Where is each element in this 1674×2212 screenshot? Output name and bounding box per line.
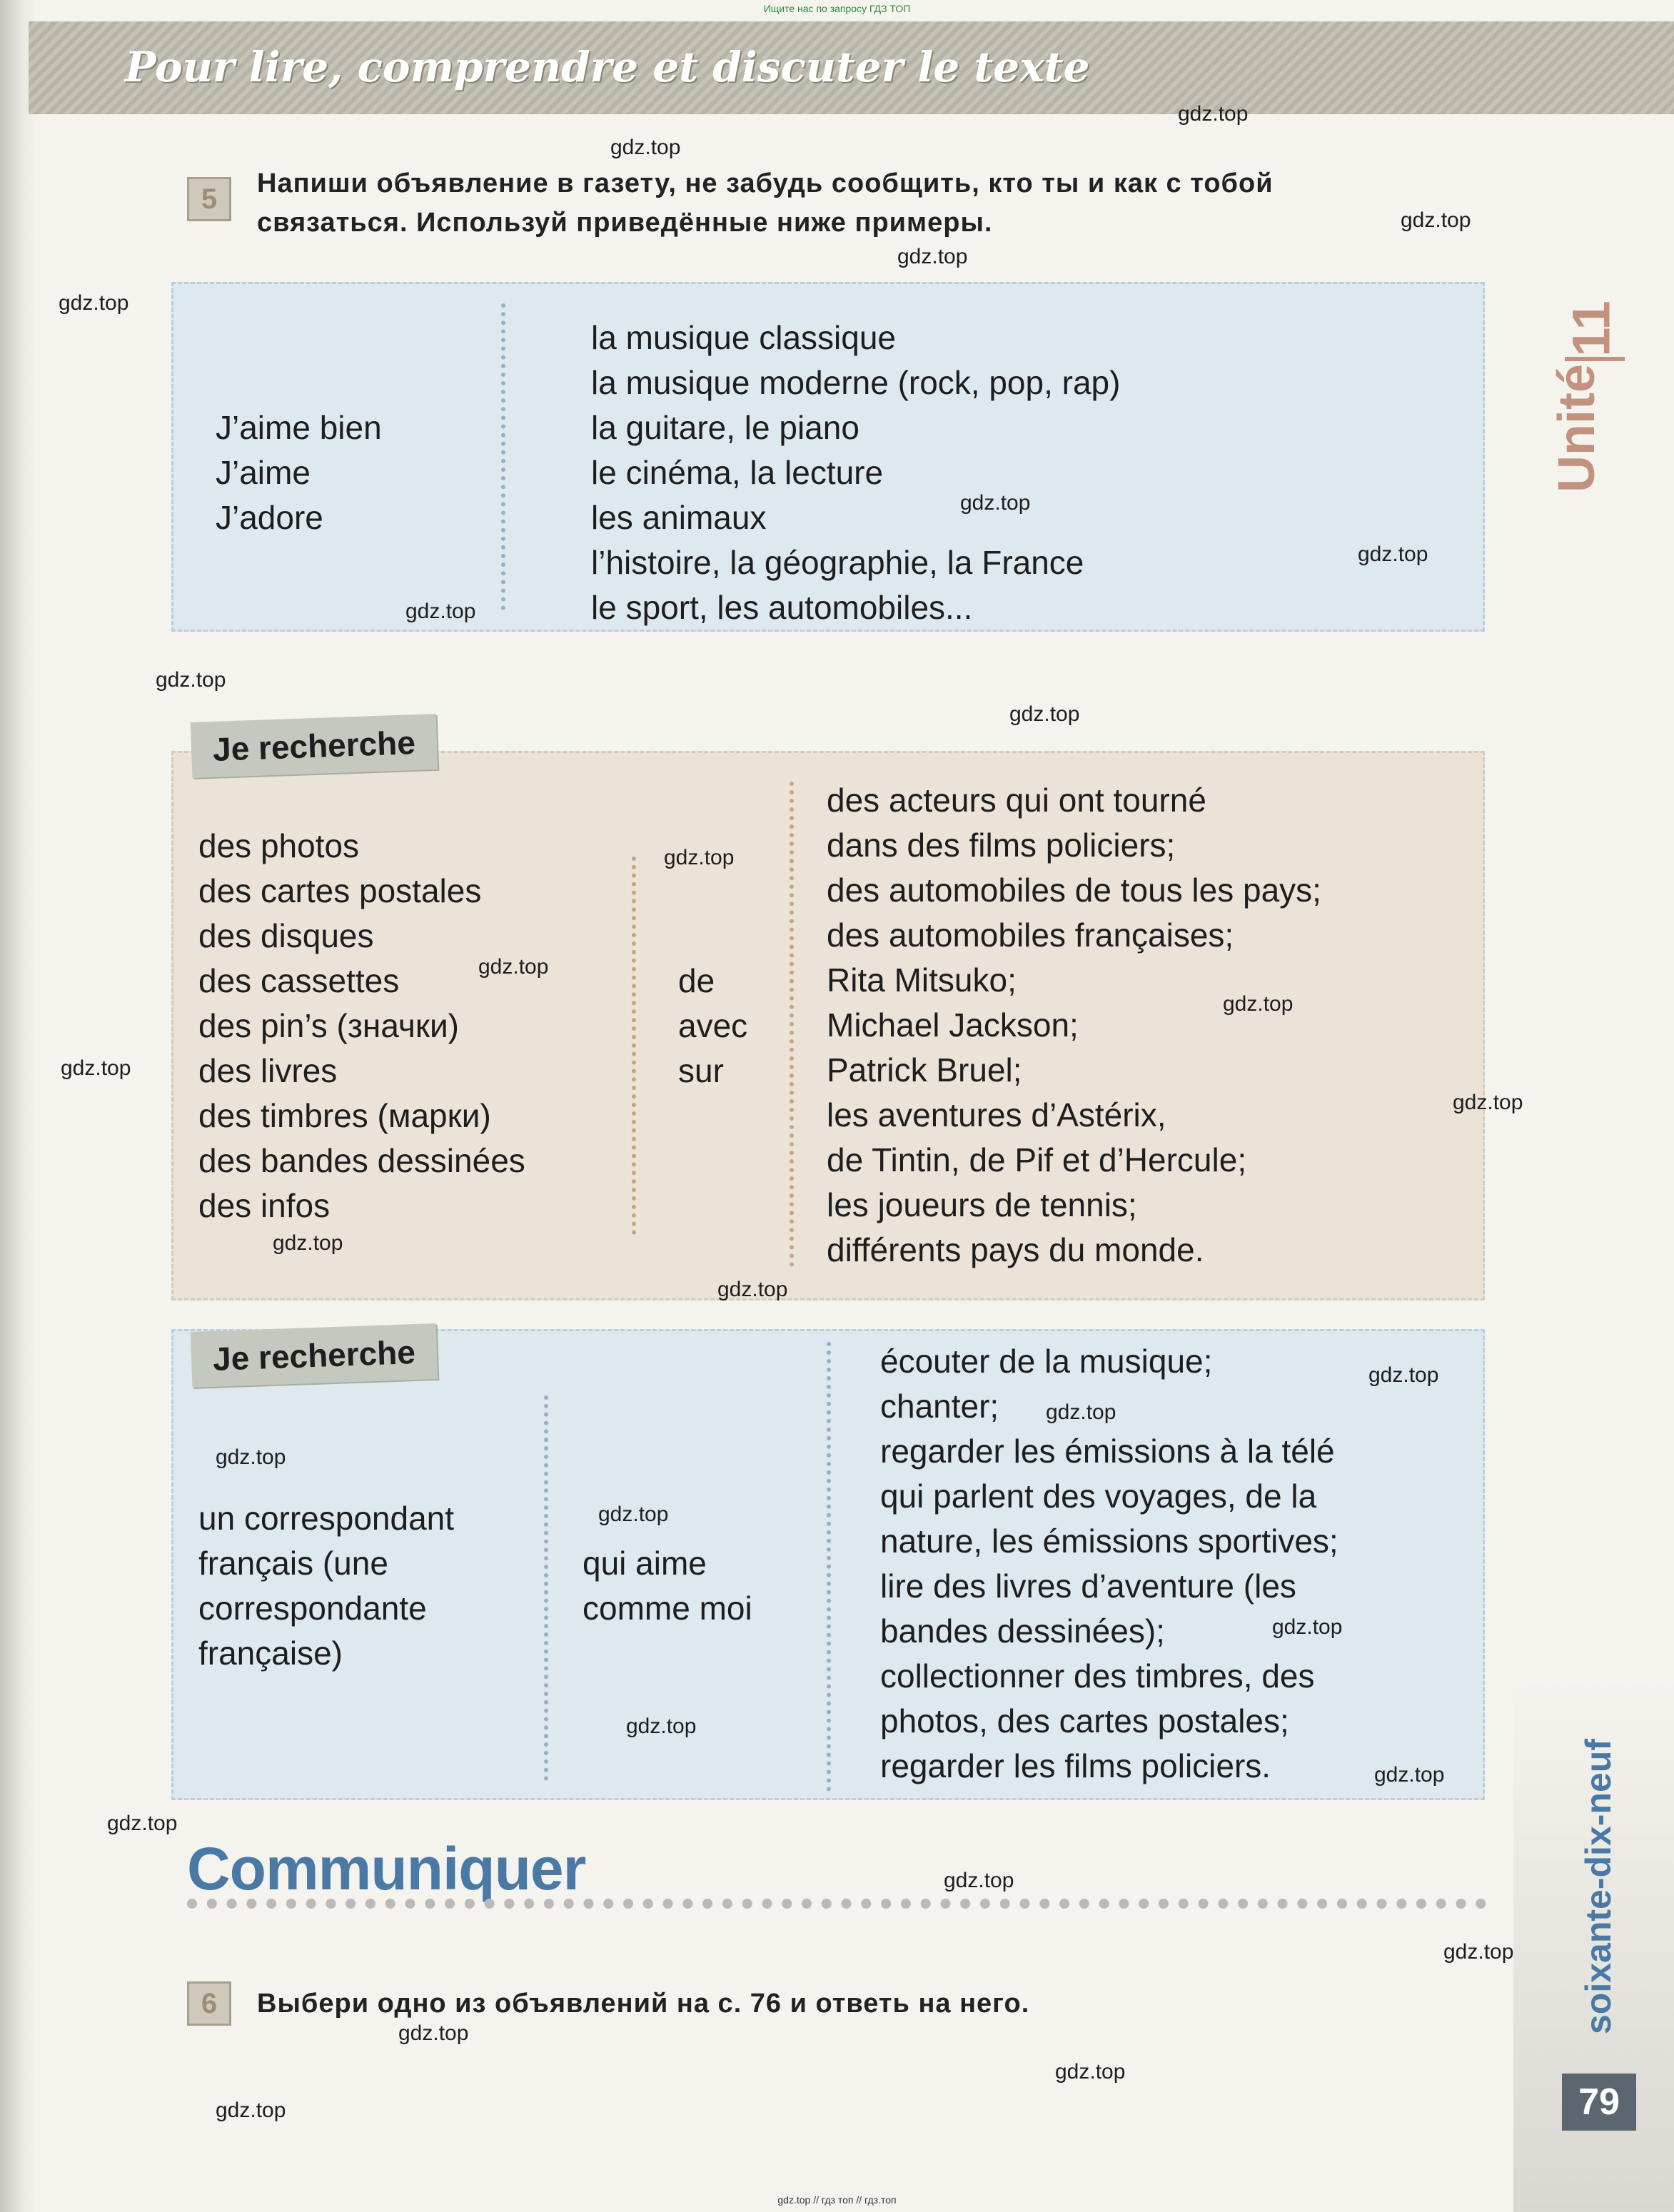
column-divider [544, 1395, 548, 1781]
list-item: la musique classique [591, 319, 897, 356]
watermark: gdz.top [1401, 208, 1471, 232]
list-item: différents pays du monde. [827, 1231, 1204, 1268]
list-item: un correspondant [198, 1500, 455, 1537]
watermark: gdz.top [1223, 992, 1294, 1016]
list-item: des infos [198, 1187, 331, 1224]
watermark: gdz.top [944, 1869, 1014, 1892]
task5-line2: связаться. Используй приведённые ниже примеры. [257, 208, 993, 238]
book-spine-shadow [0, 0, 37, 2212]
section-header [29, 21, 1674, 114]
watermark: gdz.top [717, 1278, 788, 1301]
list-item: correspondante [198, 1590, 427, 1627]
top-note: Ищите нас по запросу ГДЗ ТОП [763, 3, 911, 14]
communiquer-heading: Communiquer [187, 1835, 586, 1902]
list-item: des pin’s (значки) [198, 1007, 459, 1044]
list-item: lire des livres d’aventure (les [880, 1567, 1296, 1605]
list-item: écouter de la musique; [880, 1343, 1213, 1380]
watermark: gdz.top [664, 846, 735, 869]
watermark: gdz.top [1055, 2060, 1126, 2084]
watermark: gdz.top [216, 1445, 286, 1469]
list-item: des automobiles de tous les pays; [827, 872, 1321, 909]
list-item: photos, des cartes postales; [880, 1702, 1289, 1739]
list-item: J’aime bien [216, 409, 382, 446]
page-number-words: soixante-dix-neuf [1578, 1739, 1618, 2034]
list-item: nature, les émissions sportives; [880, 1522, 1338, 1560]
list-item: le cinéma, la lecture [591, 454, 884, 491]
watermark: gdz.top [1178, 102, 1249, 126]
list-item: française) [198, 1635, 343, 1672]
column-divider [827, 1342, 831, 1792]
watermark: gdz.top [1272, 1615, 1343, 1639]
task-number-badge: 5 [187, 177, 231, 221]
list-item: des photos [198, 827, 360, 864]
watermark: gdz.top [1046, 1400, 1116, 1424]
list-item: J’adore [216, 499, 323, 536]
list-item: dans des films policiers; [827, 827, 1176, 864]
column-divider [632, 857, 636, 1235]
list-item: les animaux [591, 499, 767, 536]
je-recherche-tag: Je recherche [191, 714, 438, 778]
list-item: qui aime [583, 1545, 707, 1582]
likes-objects-list [591, 315, 1120, 630]
page-number: 79 [1562, 2074, 1636, 2131]
task6-instruction: Выбери одно из объявлений на с. 76 и ответь на него. [257, 1989, 1030, 2019]
list-item: Rita Mitsuko; [827, 961, 1017, 999]
list-item: regarder les films policiers. [880, 1747, 1271, 1784]
watermark: gdz.top [1368, 1363, 1439, 1387]
list-item: J’aime [216, 454, 311, 491]
correspondent-who-list [198, 1496, 454, 1676]
watermark: gdz.top [1374, 1763, 1445, 1787]
je-recherche-tag: Je recherche [191, 1323, 438, 1388]
list-item: le sport, les automobiles... [591, 589, 973, 626]
list-item: bandes dessinées); [880, 1612, 1165, 1650]
list-item: des timbres (марки) [198, 1097, 491, 1134]
list-item: des livres [198, 1052, 338, 1089]
list-item: des cartes postales [198, 872, 482, 909]
watermark: gdz.top [156, 668, 226, 692]
watermark: gdz.top [59, 291, 129, 315]
watermark: gdz.top [1453, 1091, 1523, 1114]
list-item: collectionner des timbres, des [880, 1657, 1315, 1695]
list-item: comme moi [583, 1590, 752, 1627]
list-item: avec [678, 1007, 748, 1044]
prepositions-list [678, 959, 747, 1094]
column-divider [501, 303, 505, 610]
bottom-note: gdz.top // гдз топ // гдз.топ [777, 2194, 897, 2206]
task5-instruction [257, 164, 1274, 243]
search-topics-list [827, 778, 1321, 1273]
list-item: qui parlent des voyages, de la [880, 1478, 1317, 1515]
likes-verbs-list [216, 405, 382, 540]
watermark: gdz.top [478, 955, 549, 979]
list-item: français (une [198, 1545, 388, 1582]
dotted-rule [187, 1899, 1486, 1909]
list-item: des acteurs qui ont tourné [827, 782, 1206, 819]
list-item: des cassettes [198, 962, 400, 999]
task5-line1: Напиши объявление в газету, не забудь сообщить, кто ты и как с тобой [257, 168, 1274, 198]
unit-number: 11 [1561, 301, 1621, 357]
watermark: gdz.top [1358, 542, 1428, 566]
watermark: gdz.top [1009, 702, 1080, 726]
list-item: les joueurs de tennis; [827, 1186, 1137, 1223]
list-item: l’histoire, la géographie, la France [591, 544, 1084, 581]
task-number-badge: 6 [187, 1981, 231, 2026]
watermark: gdz.top [405, 600, 476, 623]
list-item: regarder les émissions à la télé [880, 1433, 1335, 1470]
list-item: les aventures d’Astérix, [827, 1096, 1166, 1133]
list-item: sur [678, 1052, 724, 1089]
list-item: chanter; [880, 1388, 999, 1425]
list-item: la guitare, le piano [591, 409, 859, 446]
list-item: Michael Jackson; [827, 1006, 1079, 1044]
list-item: des automobiles françaises; [827, 916, 1234, 954]
watermark: gdz.top [610, 136, 681, 159]
watermark: gdz.top [960, 491, 1031, 515]
list-item: de Tintin, de Pif et d’Hercule; [827, 1141, 1247, 1178]
list-item: des bandes dessinées [198, 1142, 525, 1179]
list-item: la musique moderne (rock, pop, rap) [591, 364, 1121, 401]
list-item: Patrick Bruel; [827, 1051, 1022, 1089]
watermark: gdz.top [107, 1812, 178, 1835]
section-title: Pour lire, comprendre et discuter le texte [125, 43, 1090, 91]
watermark: gdz.top [61, 1056, 131, 1080]
unit-label: Unité [1548, 364, 1605, 493]
search-items-list [198, 824, 525, 1228]
correspondent-link-list [583, 1541, 752, 1631]
watermark: gdz.top [398, 2021, 469, 2045]
list-item: de [678, 962, 715, 999]
watermark: gdz.top [216, 2099, 286, 2122]
watermark: gdz.top [1443, 1940, 1514, 1964]
watermark: gdz.top [626, 1714, 697, 1738]
watermark: gdz.top [273, 1231, 343, 1255]
list-item: des disques [198, 917, 374, 954]
column-divider [790, 782, 794, 1267]
watermark: gdz.top [897, 245, 968, 268]
watermark: gdz.top [598, 1503, 669, 1526]
